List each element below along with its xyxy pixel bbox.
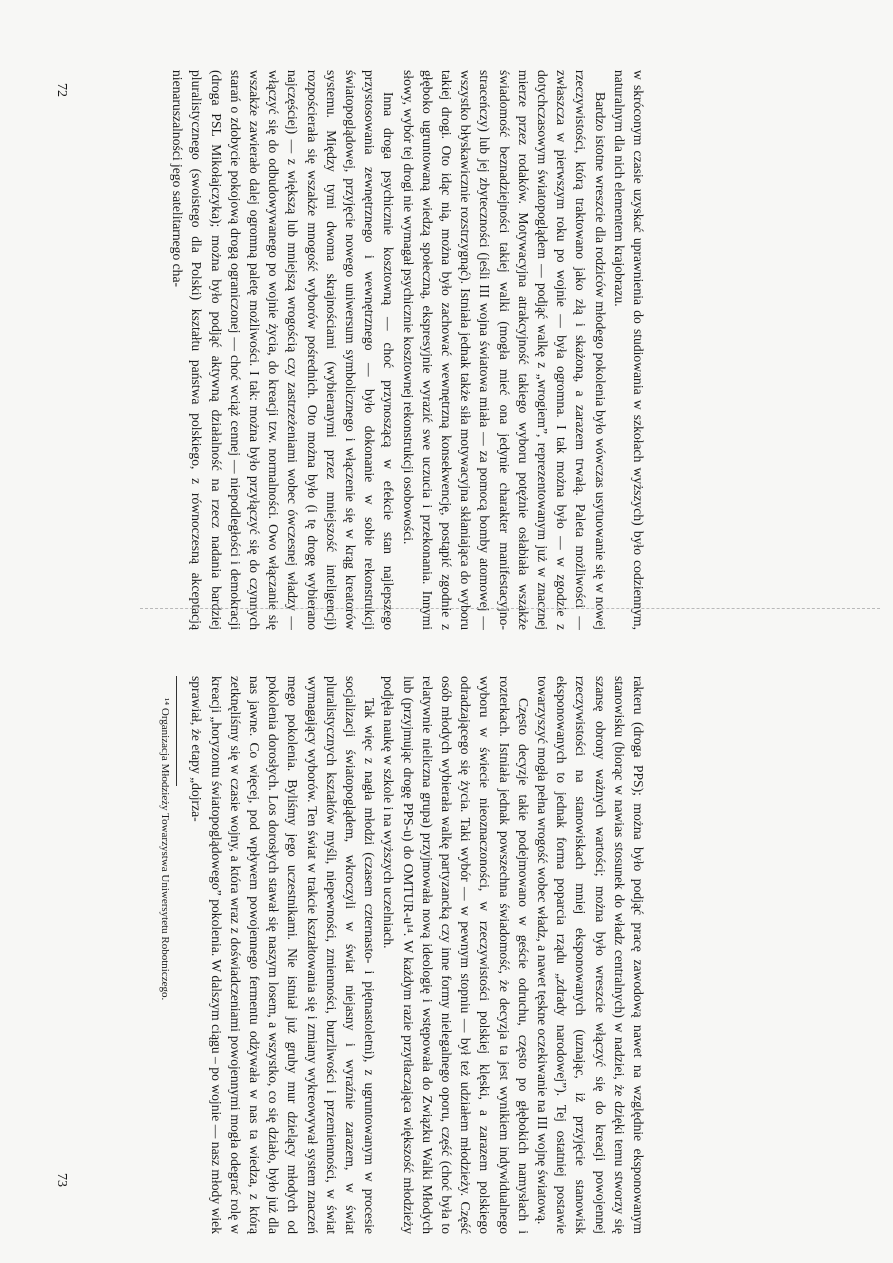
paragraph: w skróconym czasie uzyskać uprawnienia do studiowania w szkołach wyższych) było codziennym, naturalnym dla nich elementem krajobrazu. [611, 70, 646, 630]
page-number-right: 73 [54, 1173, 69, 1187]
page-fold-line [140, 608, 880, 609]
paragraph: Często decyzje takie podejmowano w geście odruchu, często po głębokich namysłach i rozterkach. Istniała jednak powszechna świadomość, że decyzja ta jest wynikiem indywidualnego wyboru w świecie nieoznaczoności, w rzeczywistości polskiej klęski, a zarazem polskiego odradzającego się życia. Taki wybór — w pewnym stopniu — był też udziałem młodzieży. Część osób młodych wybierała walkę partyzancką czy inne formy nielegalnego oporu, część (choć była to relatywnie nieliczna grupa) przyjmowała nową ideologię i wstępowała do Związku Walki Młodych lub (przyjmując drogę PPS-u) do OMTUR-u¹⁴. W każdym razie przytłaczająca większość młodzieży podjęła naukę w szkole i na wyższych uczelniach. [381, 676, 531, 1234]
footnote-separator [176, 676, 177, 786]
paragraph: Inna droga psychicznie kosztowną — choć przynoszącą w efekcie stan najlepszego przystosowania zewnętrznego i wewnętrznego — było dokonanie w sobie rekonstrukcji światopoglądowej, przyjęcie nowego uniwersum symbolicznego i włączenie się w krąg kreatorów systemu. Między tymi dwoma skrajnościami (wybieranymi przez mniejszość inteligencji) rozpościerała się wszakże mnogość wyborów pośrednich. Oto można było (i tę drogę wybierano najczęściej) — z większą lub mniejszą wrogością czy zastrzeżeniami wobec ówczesnej władzy — włączyć się do odbudowywanego po wojnie życia, do kreacji tzw. normalności. Owo włączanie się wszakże zawierało dalej ogromną paletę możliwości. I tak: można było przyłączyć się do czynnych starań o zdobycie pokojową drogą ograniczonej — choć wciąż cennej — niepodległości i demokracji (droga PSL Mikołajczyka); można było podjąć aktywną działalność na rzecz nadania bardziej pluralistycznego (swoistego dla Polski) kształtu państwa polskiego, z równoczesną akceptacją nienaruszalności jego satelitarnego cha- [170, 70, 397, 630]
paragraph: rakteru (droga PPS); można było podjąć pracę zawodową nawet na względnie eksponowanym stanowisku (biorąc w nawias stosunek do władz centralnych) w nadziei, że dzięki temu stworzy się szansę obrony ważnych wartości; można było wreszcie włączyć się do kreacji powojennej rzeczywistości na stanowiskach mniej eksponowanych (uznając, iż przyjęcie stanowisk eksponowanych to jednak forma poparcia rządu „zdrady narodowej”). Tej ostatniej postawie towarzyszyć mogła pełna wrogość wobec władz, a nawet tęskne oczekiwanie na III wojnę światową. [534, 676, 646, 1234]
paragraph: Tak więc z nagła młodzi (czasem czternasto- i piętnastoletni), z ugruntowanym w procesie socjalizacji światopoglądem, wkroczyli w świat niejasny i wyraźnie zarazem, w świat pluralistycznych kształtów myśli, niepewności, zmienności, burzliwości i przemienności, w świat wymagający wyborów. Ten świat w trakcie kształtowania się i zmiany wykreowywał system znaczeń mego pokolenia. Byliśmy jego uczestnikami. Nie istniał już gruby mur dzielący młodych od pokolenia dorosłych. Los dorosłych stawał się naszym losem, a wszystko, co się działo, było już dla nas jawne. Co więcej, pod wpływem powojennego fermentu odżywała w nas ta wiedza, z którą zetknęliśmy się w czasie wojny, a która wraz z doświadczeniami powojennymi mogła odegrać rolę w kreacji „horyzontu światopoglądowego” pokolenia. W dalszym ciągu – po wojnie — nasz młody wiek sprawiał, że etapy „dojrza- [189, 676, 378, 1234]
left-page-text [168, 70, 648, 630]
left-page [8, 70, 648, 630]
page-number-left: 72 [54, 83, 69, 97]
footnote: ¹⁴ Organizacja Młodzieży Towarzystwa Uniwersytetu Robotniczego. [159, 698, 172, 1001]
paragraph: Bardzo istotne wreszcie dla rodziców młodego pokolenia było wówczas usytuowanie się w nowej rzeczywistości, którą traktowano jako złą i skażoną, a zarazem trwałą. Paleta możliwości — zwłaszcza w pierwszym roku po wojnie — była ogromna. I tak można było — w zgodzie z dotychczasowym światopoglądem — podjąć walkę z „wrogiem”, reprezentowanym już w znacznej mierze przez rodaków. Motywacyjna atrakcyjność takiego wyboru potężnie osłabiała wszakże świadomość beznadziejności takiej walki (mogła mieć ona jedynie charakter manifestacyjno-straceńczy) lub jej zbyteczności (jeśli III wojna światowa miała — za pomocą bomby atomowej — wszystko błyskawicznie rozstrzygnąć). Istniała jednak także siła motywacyjna skłaniająca do wyboru takiej drogi. Oto idąc nią, można było zachować wewnętrzną konsekwencję, postąpić zgodnie z głęboko ugruntowaną wiedzą społeczną, ekspresyjnie wyrazić swe uczucia i przekonania. Innymi słowy, wybór tej drogi nie wymagał psychicznie kosztownej rekonstrukcji osobowości. [400, 70, 608, 630]
right-page [8, 676, 648, 1236]
right-page-text [157, 676, 648, 1234]
